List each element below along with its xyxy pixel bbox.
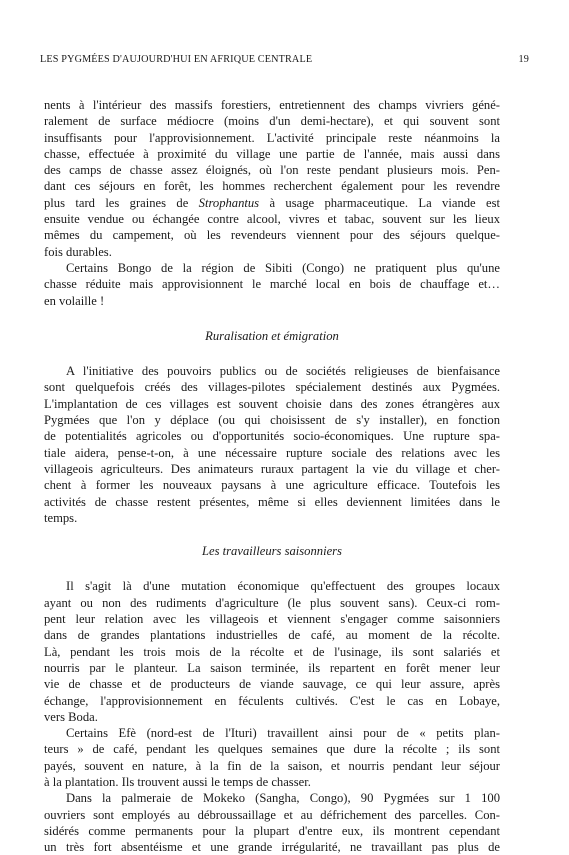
- text-line: de potentialités agricoles ou d'opportunités socio-économiques. Une rupture spa-: [44, 429, 500, 444]
- section-heading-ruralisation: Ruralisation et émigration: [205, 328, 339, 343]
- text-line: activités de chasse restent présentes, même si elles deviennent limitées dans le: [44, 494, 500, 509]
- text-line: sidérés comme permanents pour la plupart d'entre eux, ils montrent cependant: [44, 823, 500, 838]
- text-line: Pygmées que l'on y déplace (ou qui choisissent de s'y installer), en fonction: [44, 413, 500, 428]
- text-line: A l'initiative des pouvoirs publics ou de sociétés religieuses de bienfaisance: [66, 364, 500, 379]
- text-span: à usage pharmaceutique. La viande est: [259, 195, 500, 210]
- text-line: ensuite vendue ou échangée contre alcool, vivres et tabac, souvent sur les lieux: [44, 212, 500, 227]
- paragraph-mutation: [44, 578, 500, 725]
- text-line: dans de grandes plantations industrielles de café, au moment de la récolte.: [44, 628, 500, 643]
- text-line: sont quelquefois créés des villages-pilotes spécialement destinés aux Pygmées.: [44, 380, 500, 395]
- running-head-title: LES PYGMÉES D'AUJOURD'HUI EN AFRIQUE CENTRALE: [40, 54, 313, 65]
- text-line: chasse réduite mais approvisionnent le marché local en bois de chauffage et…: [44, 277, 500, 292]
- text-line: vie de chasse et de producteurs de viande sauvage, ce qui leur assure, après: [44, 677, 500, 692]
- text-line: villageois agriculteurs. Des animateurs ruraux partagent la vie du village et cher-: [44, 461, 500, 476]
- text-line: en volaille !: [44, 293, 105, 308]
- text-line: tiale aidera, pense-t-on, à une nécessaire rupture sociale des relations avec les: [44, 445, 500, 460]
- text-line: ralement de surface médiocre (moins d'un demi-hectare), et qui souvent sont: [44, 114, 500, 129]
- text-line: mêmes du campement, où les revendeurs viennent pour des séjours quelque-: [44, 228, 500, 243]
- text-line: des camps de chasse assez éloignés, où l'on reste pendant plusieurs mois. Pen-: [44, 163, 500, 178]
- text-line: teurs » de café, pendant les quelques semaines que dure la récolte ; ils sont: [44, 742, 500, 757]
- text-line: fois durables.: [44, 244, 112, 259]
- text-span: plus tard les graines de: [44, 195, 199, 210]
- text-line: un très fort absentéisme et une grande irrégularité, ne travaillant pas plus de: [44, 840, 500, 855]
- text-line: nourris par le planteur. La saison terminée, ils repartent en forêt mener leur: [44, 660, 500, 675]
- text-line: Certains Bongo de la région de Sibiti (Congo) ne pratiquent plus qu'une: [66, 260, 500, 275]
- text-line: chasse, effectuée à proximité du village une partie de l'année, mais aussi dans: [44, 146, 500, 161]
- paragraph-villages-pilotes: [44, 363, 500, 526]
- text-line: Certains Efè (nord-est de l'Ituri) travaillent ainsi pour de « petits plan-: [66, 726, 500, 741]
- text-line: ayant ou non des rudiments d'agriculture (le plus souvent sans). Ceux-ci rom-: [44, 595, 500, 610]
- text-line: L'implantation de ces villages est souvent choisie dans des zones étrangères aux: [44, 396, 500, 411]
- running-head: [40, 54, 529, 68]
- text-line: chent à former les nouveaux paysans à une agriculture efficace. Toutefois les: [44, 478, 500, 493]
- section-heading-saisonniers: Les travailleurs saisonniers: [202, 544, 342, 559]
- body-text: [44, 97, 500, 855]
- paragraph-bongo: [44, 260, 500, 309]
- text-line: Il s'agit là d'une mutation économique qu'effectuent des groupes locaux: [66, 579, 500, 594]
- text-line: insuffisants pour l'approvisionnement. L'activité principale reste néanmoins la: [44, 130, 500, 145]
- paragraph-continued: [44, 97, 500, 260]
- text-line: payés, souvent en nature, à la fin de la saison, et nourris pendant leur séjour: [44, 758, 500, 773]
- text-line: vers Boda.: [44, 709, 98, 724]
- text-line: [44, 195, 500, 211]
- text-line: pent leur relation avec les villageois et viennent s'engager comme saisonniers: [44, 612, 500, 627]
- text-line: à la plantation. Ils trouvent aussi le temps de chasser.: [44, 774, 311, 789]
- species-name: Strophantus: [198, 195, 260, 210]
- text-line: nents à l'intérieur des massifs forestiers, entretiennent des champs vivriers géné-: [44, 98, 500, 112]
- text-line: ouvriers sont employés au débroussaillage et au défrichement des parcelles. Con-: [44, 807, 500, 822]
- paragraph-mokeko: [44, 790, 500, 855]
- text-line: Dans la palmeraie de Mokeko (Sangha, Congo), 90 Pygmées sur 1 100: [66, 791, 500, 806]
- page-number: 19: [518, 54, 529, 65]
- text-line: dant ces séjours en forêt, les hommes recherchent également pour les revendre: [44, 179, 500, 194]
- paragraph-efe: [44, 725, 500, 790]
- text-line: Là, pendant les trois mois de la récolte et de l'usinage, ils sont salariés et: [44, 644, 500, 659]
- text-line: échange, l'approvisionnement en féculents cultivés. C'est le cas en Lobaye,: [44, 693, 500, 708]
- text-line: temps.: [44, 510, 78, 525]
